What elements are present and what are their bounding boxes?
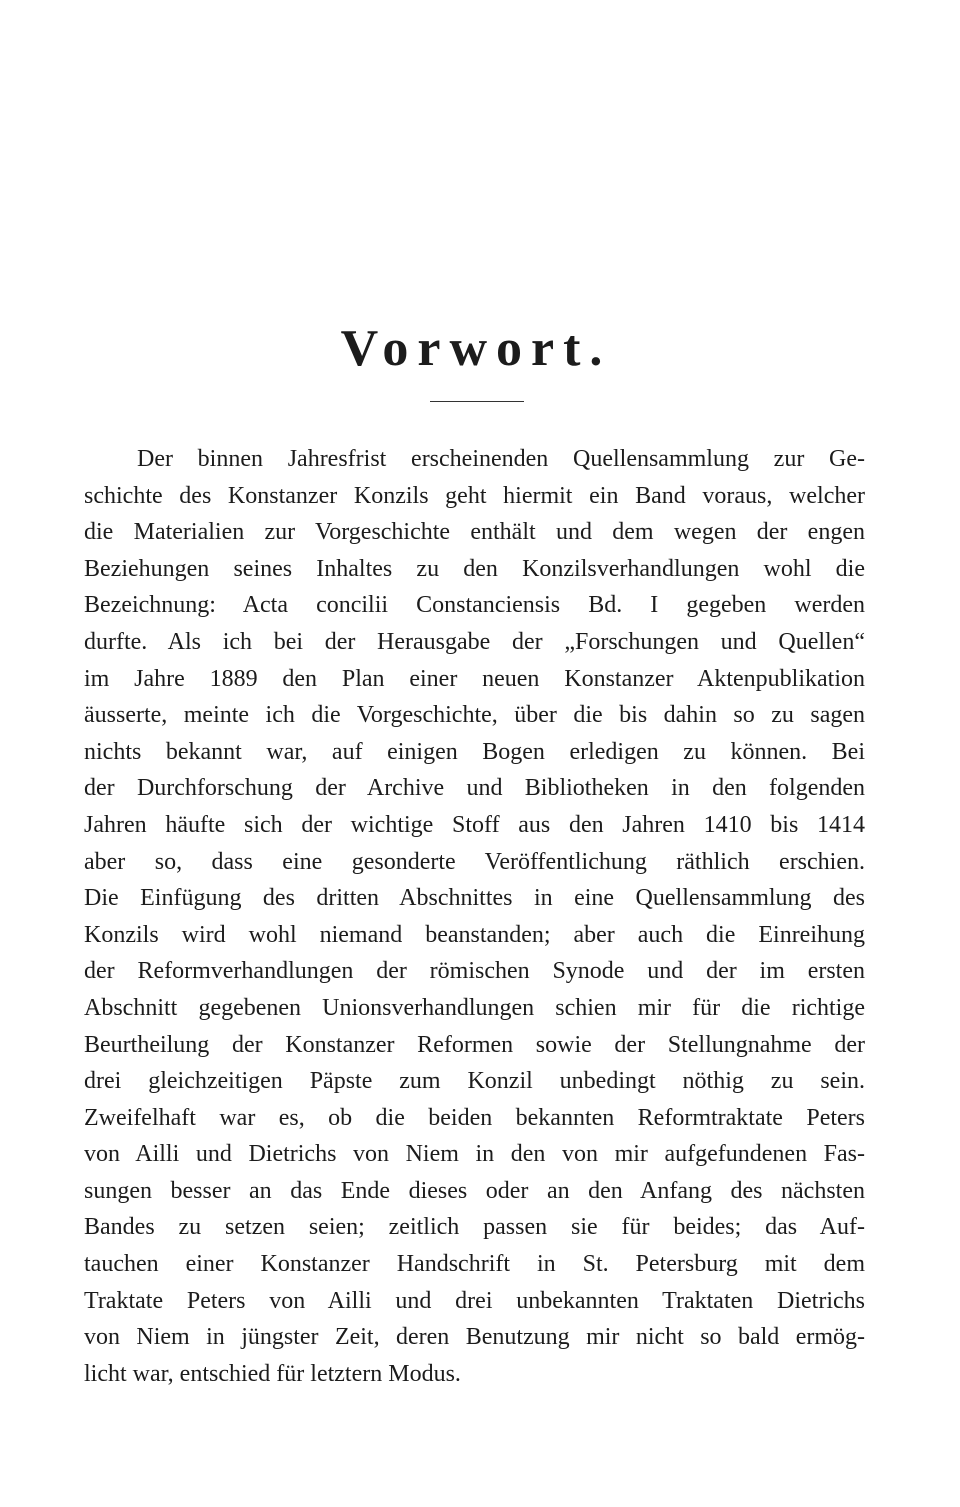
text-line: Zweifelhaft war es, ob die beiden bekannten Reformtraktate Peters [84, 1104, 865, 1131]
text-line: Beziehungen seines Inhaltes zu den Konzilsverhandlungen wohl die [84, 555, 865, 582]
text-line: sungen besser an das Ende dieses oder an den Anfang des nächsten [84, 1177, 865, 1204]
page-title: Vorwort. [340, 320, 612, 377]
text-line: schichte des Konstanzer Konzils geht hiermit ein Band voraus, welcher [84, 482, 865, 509]
text-line: nichts bekannt war, auf einigen Bogen erledigen zu können. Bei [84, 738, 865, 765]
text-line: Abschnitt gegebenen Unionsverhandlungen schien mir für die richtige [84, 994, 865, 1021]
text-line: drei gleichzeitigen Päpste zum Konzil unbedingt nöthig zu sein. [84, 1068, 865, 1095]
text-line: Konzils wird wohl niemand beanstanden; aber auch die Einreihung [84, 921, 865, 948]
text-line: Bezeichnung: Acta concilii Constanciensis Bd. I gegeben werden [84, 592, 865, 619]
text-line: im Jahre 1889 den Plan einer neuen Konstanzer Aktenpublikation [84, 665, 865, 692]
text-line: Bandes zu setzen seien; zeitlich passen sie für beides; das Auf- [84, 1214, 865, 1241]
text-line: tauchen einer Konstanzer Handschrift in St. Petersburg mit dem [84, 1251, 865, 1278]
text-line: aber so, dass eine gesonderte Veröffentlichung räthlich erschien. [84, 848, 865, 875]
text-line: die Materialien zur Vorgeschichte enthält und dem wegen der engen [84, 519, 865, 546]
text-line: Beurtheilung der Konstanzer Reformen sowie der Stellungnahme der [84, 1031, 865, 1058]
text-line: der Durchforschung der Archive und Bibliotheken in den folgenden [84, 775, 865, 802]
text-line: Der binnen Jahresfrist erscheinenden Quellensammlung zur Ge- [137, 446, 865, 472]
text-line: licht war, entschied für letztern Modus. [84, 1360, 461, 1387]
text-line: von Ailli und Dietrichs von Niem in den von mir aufgefundenen Fas- [84, 1141, 865, 1168]
body-paragraph [84, 441, 865, 1392]
title-divider [430, 401, 524, 402]
text-line: Traktate Peters von Ailli und drei unbekannten Traktaten Dietrichs [84, 1287, 865, 1314]
text-line: durfte. Als ich bei der Herausgabe der „Forschungen und Quellen“ [84, 628, 865, 655]
text-line: äusserte, meinte ich die Vorgeschichte, über die bis dahin so zu sagen [84, 702, 865, 729]
text-line: Die Einfügung des dritten Abschnittes in eine Quellensammlung des [84, 885, 865, 912]
text-line: der Reformverhandlungen der römischen Synode und der im ersten [84, 958, 865, 985]
text-line: von Niem in jüngster Zeit, deren Benutzung mir nicht so bald ermög- [84, 1324, 865, 1351]
text-line: Jahren häufte sich der wichtige Stoff aus den Jahren 1410 bis 1414 [84, 811, 865, 838]
